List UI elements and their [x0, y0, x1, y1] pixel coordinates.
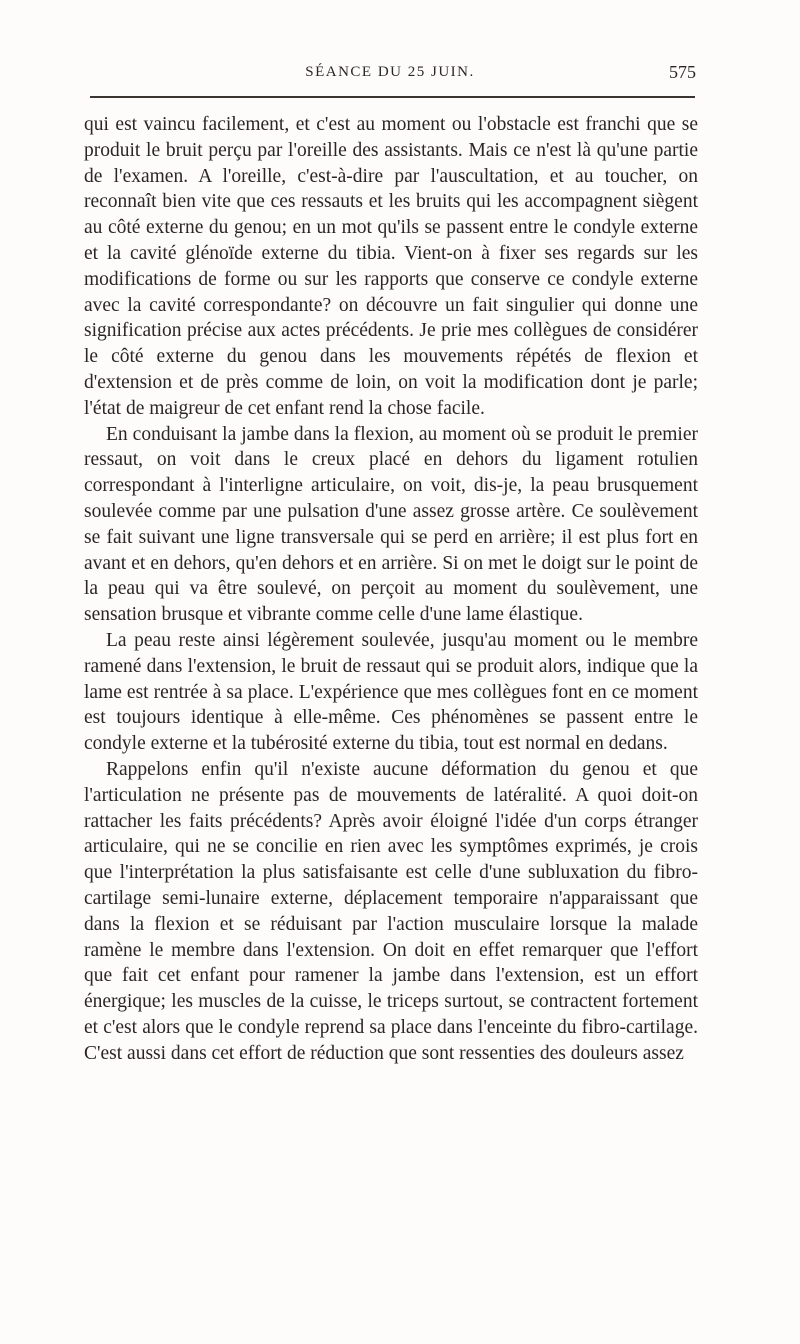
- page-number: 575: [669, 62, 696, 82]
- running-head: [84, 60, 696, 88]
- paragraph-4: Rappelons enfin qu'il n'existe aucune déformation du genou et que l'articulation ne présente pas de mouvements de latéralité. A quoi doit-on rattacher les faits précédents? Après avoir éloigné l'idée d'un corps étranger articulaire, qui ne se concilie en rien avec les symptômes exprimés, je crois que l'interprétation la plus satisfaisante est celle d'une subluxation du fibro-cartilage semi-lunaire externe, déplacement temporaire n'apparaissant que dans la flexion et se réduisant par l'action musculaire lorsque la malade ramène le membre dans l'extension. On doit en effet remarquer que l'effort que fait cet enfant pour ramener la jambe dans l'extension, est un effort énergique; les muscles de la cuisse, le triceps surtout, se contractent fortement et c'est alors que le condyle reprend sa place dans l'enceinte du fibro-cartilage. C'est aussi dans cet effort de réduction que sont ressenties des douleurs assez: [84, 758, 698, 1064]
- header-rule: [90, 96, 695, 98]
- paragraph-3: La peau reste ainsi légèrement soulevée, jusqu'au moment ou le membre ramené dans l'extension, le bruit de ressaut qui se produit alors, indique que la lame est rentrée à sa place. L'expérience que mes collègues font en ce moment est toujours identique à elle-même. Ces phénomènes se passent entre le condyle externe et la tubérosité externe du tibia, tout est normal en dedans.: [84, 629, 698, 755]
- running-title: SÉANCE DU 25 JUIN.: [305, 64, 475, 80]
- paragraph-1: qui est vaincu facilement, et c'est au moment ou l'obstacle est franchi que se produit le bruit perçu par l'oreille des assistants. Mais ce n'est là qu'une partie de l'examen. A l'oreille, c'est-à-dire par l'auscultation, et au toucher, on reconnaît bien vite que ces ressauts et les bruits qui les accompagnent siègent au côté externe du genou; en un mot qu'ils se passent entre le condyle externe et la cavité glénoïde externe du tibia. Vient-on à fixer ses regards sur les modifications de forme ou sur les rapports que conserve ce condyle externe avec la cavité correspondante? on découvre un fait singulier qui donne une signification précise aux actes précédents. Je prie mes collègues de considérer le côté externe du genou dans les mouvements répétés de flexion et d'extension et de près comme de loin, on voit la modification dont je parle; l'état de maigreur de cet enfant rend la chose facile.: [84, 114, 698, 419]
- body-text: [84, 112, 698, 1066]
- paragraph-2: En conduisant la jambe dans la flexion, au moment où se produit le premier ressaut, on voit dans le creux placé en dehors du ligament rotulien correspondant à l'interligne articulaire, on voit, dis-je, la peau brusquement soulevée comme par une pulsation d'une assez grosse artère. Ce soulèvement se fait suivant une ligne transversale qui se perd en arrière; il est plus fort en avant et en dehors, qu'en dehors et en arrière. Si on met le doigt sur le point de la peau qui va être soulevé, on perçoit au moment du soulèvement, une sensation brusque et vibrante comme celle d'une lame élastique.: [84, 423, 698, 626]
